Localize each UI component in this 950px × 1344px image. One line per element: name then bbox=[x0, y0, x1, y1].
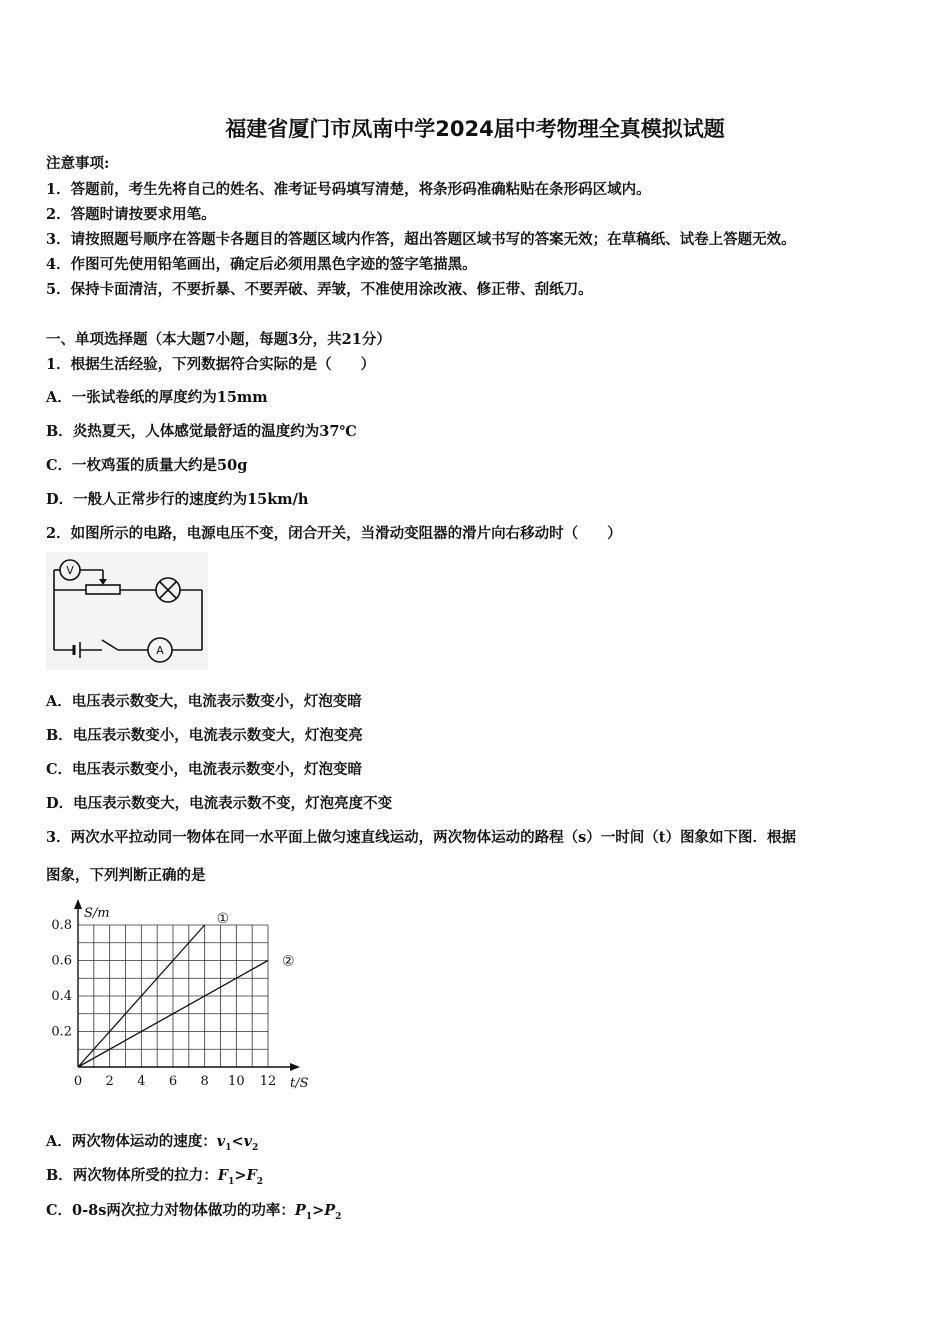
voltmeter-label: V bbox=[66, 564, 74, 577]
q3-option-c bbox=[46, 1199, 341, 1222]
q3-c-sub1: 1 bbox=[305, 1211, 313, 1222]
q3-option-a bbox=[46, 1130, 258, 1153]
x-tick-label: 4 bbox=[137, 1074, 146, 1089]
notice-item-5: 5．保持卡面清洁，不要折暴、不要弄破、弄皱，不准使用涂改液、修正带、刮纸刀。 bbox=[46, 281, 593, 298]
notice-item-3: 3．请按照题号顺序在答题卡各题目的答题区域内作答，超出答题区域书写的答案无效；在草稿纸、试卷上答题无效。 bbox=[46, 231, 796, 248]
s-t-graph bbox=[44, 893, 314, 1093]
x-tick-label: 6 bbox=[168, 1074, 178, 1089]
q3-b-op: > bbox=[234, 1167, 247, 1184]
y-tick-label: 0.4 bbox=[51, 989, 72, 1004]
y-tick-label: 0.2 bbox=[51, 1024, 72, 1040]
x-axis-label: t/S bbox=[290, 1076, 309, 1091]
circuit-diagram bbox=[46, 552, 208, 670]
q3-stem-line2: 图象，下列判断正确的是 bbox=[46, 867, 206, 884]
x-tick-label: 10 bbox=[228, 1074, 245, 1089]
series-label-1: ① bbox=[216, 911, 230, 927]
y-axis-arrow bbox=[74, 899, 82, 909]
page-title: 福建省厦门市凤南中学2024届中考物理全真模拟试题 bbox=[225, 117, 725, 141]
q2-option-c: C．电压表示数变小，电流表示数变小，灯泡变暗 bbox=[46, 761, 363, 778]
q3-option-b-text: B．两次物体所受的拉力： bbox=[46, 1167, 218, 1184]
q3-c-sym2: P bbox=[324, 1202, 336, 1219]
x-axis-arrow bbox=[290, 1063, 300, 1071]
q3-a-sub2: 2 bbox=[252, 1142, 259, 1153]
q2-option-a: A．电压表示数变大，电流表示数变小，灯泡变暗 bbox=[46, 693, 362, 710]
notice-item-4: 4．作图可先使用铅笔画出，确定后必须用黑色字迹的签字笔描黑。 bbox=[46, 256, 477, 273]
q1-stem: 1．根据生活经验，下列数据符合实际的是（ ） bbox=[46, 356, 376, 373]
section-heading: 一、单项选择题（本大题7小题，每题3分，共21分） bbox=[46, 331, 391, 348]
x-tick-label: 12 bbox=[259, 1074, 277, 1089]
q3-a-sub1: 1 bbox=[225, 1142, 232, 1153]
q2-stem: 2．如图所示的电路，电源电压不变，闭合开关，当滑动变阻器的滑片向右移动时（ ） bbox=[46, 525, 622, 542]
notice-item-1: 1．答题前，考生先将自己的姓名、准考证号码填写清楚，将条形码准确粘贴在条形码区域内。 bbox=[46, 181, 651, 198]
y-tick-label: 0.8 bbox=[51, 918, 72, 933]
q1-option-c: C．一枚鸡蛋的质量大约是50g bbox=[46, 457, 248, 474]
x-tick-label: 8 bbox=[200, 1074, 209, 1089]
notice-item-2: 2．答题时请按要求用笔。 bbox=[46, 206, 216, 223]
x-tick-label: 2 bbox=[105, 1074, 114, 1089]
q3-c-sym1: P bbox=[294, 1202, 306, 1219]
q3-a-op: < bbox=[231, 1133, 244, 1150]
q1-option-a: A．一张试卷纸的厚度约为15mm bbox=[46, 389, 268, 406]
q2-option-b: B．电压表示数变小，电流表示数变大，灯泡变亮 bbox=[46, 727, 363, 744]
q1-option-b: B．炎热夏天，人体感觉最舒适的温度约为37℃ bbox=[46, 423, 357, 440]
x-tick-label: 0 bbox=[73, 1074, 83, 1089]
y-axis-label: S/m bbox=[84, 906, 110, 921]
q3-b-sym2: F bbox=[246, 1167, 257, 1184]
q3-c-op: > bbox=[312, 1202, 325, 1219]
q3-stem-line1: 3．两次水平拉动同一物体在同一水平面上做匀速直线运动，两次物体运动的路程（s）一时间（t）图象如下图．根据 bbox=[46, 829, 796, 846]
q3-a-sym2: v bbox=[243, 1133, 253, 1150]
q3-a-sym1: v bbox=[216, 1133, 226, 1150]
q3-b-sub1: 1 bbox=[228, 1176, 235, 1187]
q3-c-sub2: 2 bbox=[335, 1211, 342, 1222]
q3-option-a-text: A．两次物体运动的速度： bbox=[46, 1133, 217, 1150]
ammeter-label: A bbox=[156, 644, 164, 657]
notice-header: 注意事项: bbox=[46, 155, 110, 172]
q3-b-sym1: F bbox=[217, 1167, 229, 1184]
q3-option-b bbox=[46, 1164, 263, 1187]
q1-option-d: D．一般人正常步行的速度约为15km/h bbox=[46, 491, 309, 508]
y-tick-label: 0.6 bbox=[51, 953, 72, 969]
q2-option-d: D．电压表示数变大，电流表示数不变，灯泡亮度不变 bbox=[46, 795, 393, 812]
series-label-2: ② bbox=[282, 953, 295, 970]
q3-option-c-text: C．0-8s两次拉力对物体做功的功率： bbox=[46, 1202, 295, 1219]
q3-b-sub2: 2 bbox=[256, 1176, 264, 1187]
